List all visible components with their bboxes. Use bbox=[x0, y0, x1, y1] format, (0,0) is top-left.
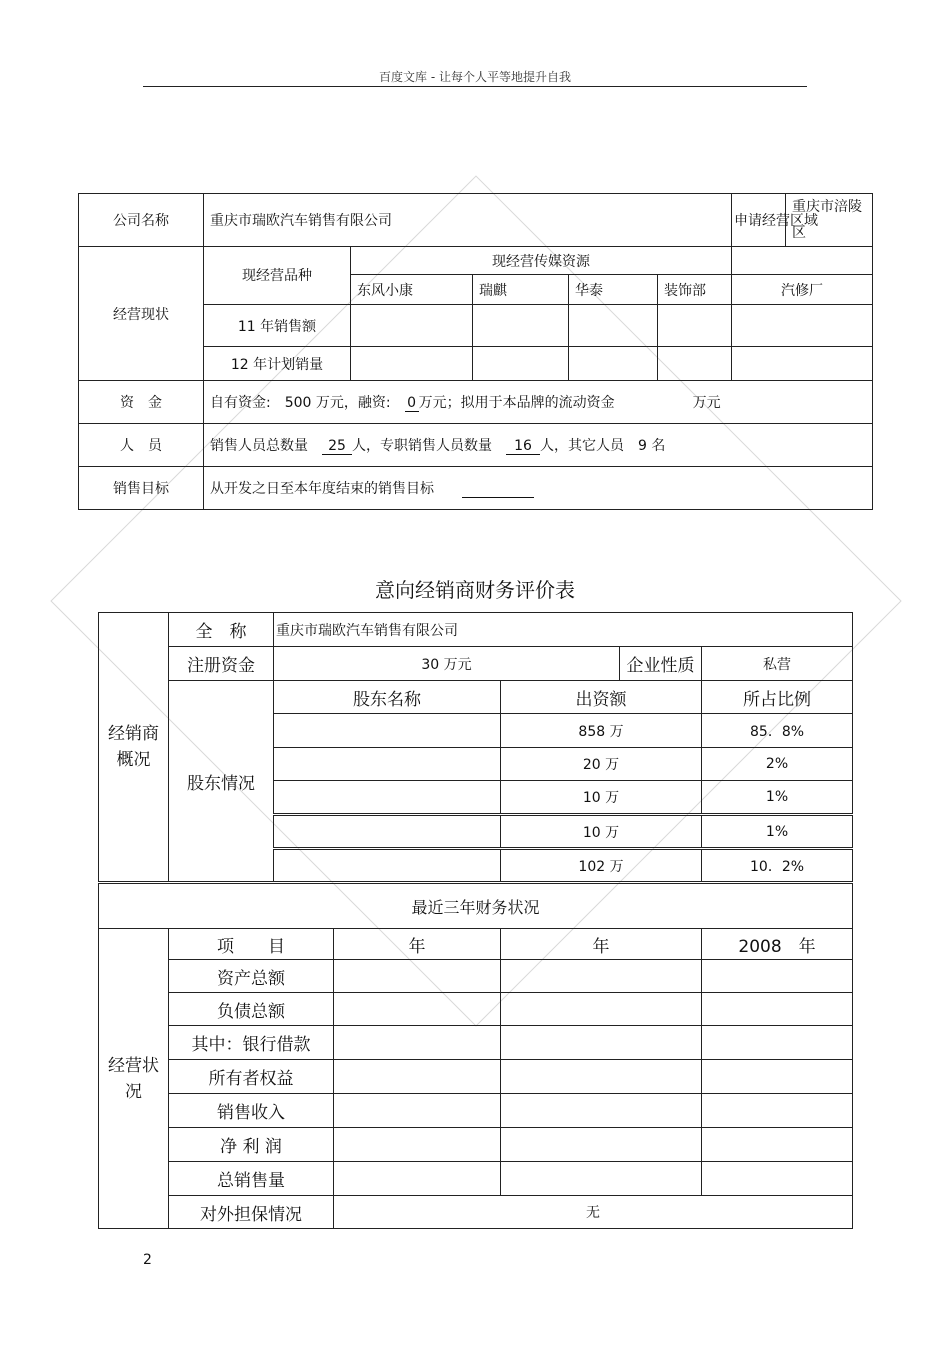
sh-ratio: 85．8% bbox=[702, 714, 853, 748]
company-name-value: 重庆市瑞欧汽车销售有限公司 bbox=[204, 194, 732, 247]
sales-11-cell bbox=[732, 305, 873, 347]
sh-amount: 102 万 bbox=[501, 849, 702, 883]
nature-value: 私营 bbox=[702, 647, 853, 681]
plan-12-cell bbox=[351, 347, 473, 381]
company-name-label: 公司名称 bbox=[79, 194, 204, 247]
funds-value bbox=[204, 381, 873, 424]
page-number: 2 bbox=[143, 1252, 152, 1268]
region-label: 申请经营区域 bbox=[732, 194, 786, 247]
item-cell bbox=[334, 993, 501, 1026]
item-cell bbox=[702, 1128, 853, 1162]
staff-text-b: 人，专职销售人员数量 bbox=[352, 438, 506, 454]
item-label: 所有者权益 bbox=[169, 1060, 334, 1094]
dealer-overview-label: 经销商概况 bbox=[99, 613, 169, 883]
sh-ratio: 1% bbox=[702, 815, 853, 849]
item-cell bbox=[501, 1026, 702, 1060]
staff-dedicated: 16 bbox=[506, 438, 540, 455]
plan-12-cell bbox=[569, 347, 658, 381]
sales-11-cell bbox=[473, 305, 569, 347]
item-cell bbox=[334, 1094, 501, 1128]
item-cell bbox=[334, 1162, 501, 1196]
target-text: 从开发之日至本年度结束的销售目标 bbox=[210, 481, 434, 497]
brand-5: 汽修厂 bbox=[732, 275, 873, 305]
funds-text-a: 自有资金: 500 万元，融资: bbox=[210, 395, 405, 411]
target-value bbox=[204, 467, 873, 510]
guarantee-label: 对外担保情况 bbox=[169, 1196, 334, 1229]
full-name-value: 重庆市瑞欧汽车销售有限公司 bbox=[274, 613, 853, 647]
guarantee-value: 无 bbox=[334, 1196, 853, 1229]
item-label: 其中：银行借款 bbox=[169, 1026, 334, 1060]
staff-text-a: 销售人员总数量 bbox=[210, 438, 322, 454]
media-label: 现经营传媒资源 bbox=[351, 247, 732, 275]
status-label: 经营现状 bbox=[79, 247, 204, 381]
sh-amount-header: 出资额 bbox=[501, 681, 702, 714]
staff-label: 人 员 bbox=[79, 424, 204, 467]
finance-table-title: 意向经销商财务评价表 bbox=[375, 578, 575, 602]
dealer-info-table bbox=[78, 193, 873, 510]
funds-text-b: 万元；拟用于本品牌的流动资金 bbox=[418, 395, 615, 411]
brand-3: 华泰 bbox=[569, 275, 658, 305]
sh-name bbox=[274, 781, 501, 815]
item-label: 净 利 润 bbox=[169, 1128, 334, 1162]
finance-eval-table bbox=[98, 612, 853, 1229]
region-value: 重庆市涪陵区 bbox=[786, 194, 873, 247]
staff-total: 25 bbox=[322, 438, 352, 455]
funds-text-c: 万元 bbox=[692, 395, 721, 411]
brand-2: 瑞麒 bbox=[473, 275, 569, 305]
item-cell bbox=[702, 960, 853, 993]
year-header-2: 年 bbox=[501, 929, 702, 960]
item-cell bbox=[501, 960, 702, 993]
item-label: 负债总额 bbox=[169, 993, 334, 1026]
year-header-1: 年 bbox=[334, 929, 501, 960]
shareholders-label: 股东情况 bbox=[169, 681, 274, 883]
item-header: 项 目 bbox=[169, 929, 334, 960]
sh-ratio: 10．2% bbox=[702, 849, 853, 883]
item-cell bbox=[501, 993, 702, 1026]
sh-amount: 20 万 bbox=[501, 748, 702, 781]
page-header: 百度文库 - 让每个人平等地提升自我 bbox=[379, 70, 571, 84]
sh-amount: 10 万 bbox=[501, 781, 702, 815]
staff-text-c: 人，其它人员 9 名 bbox=[540, 438, 666, 454]
item-cell bbox=[702, 1026, 853, 1060]
nature-label: 企业性质 bbox=[620, 647, 702, 681]
sh-amount: 10 万 bbox=[501, 815, 702, 849]
sh-name bbox=[274, 849, 501, 883]
reg-capital-value: 30 万元 bbox=[274, 647, 620, 681]
target-blank bbox=[462, 481, 534, 498]
sh-name bbox=[274, 714, 501, 748]
header-rule bbox=[143, 86, 807, 87]
sh-name bbox=[274, 815, 501, 849]
plan-12-cell bbox=[473, 347, 569, 381]
plan-12-cell bbox=[732, 347, 873, 381]
item-label: 资产总额 bbox=[169, 960, 334, 993]
sh-name bbox=[274, 748, 501, 781]
recent-finance-label: 最近三年财务状况 bbox=[99, 883, 853, 929]
current-brand-label: 现经营品种 bbox=[204, 247, 351, 305]
sh-ratio: 1% bbox=[702, 781, 853, 815]
item-cell bbox=[334, 1026, 501, 1060]
item-cell bbox=[702, 1060, 853, 1094]
item-cell bbox=[334, 1060, 501, 1094]
item-cell bbox=[501, 1060, 702, 1094]
brand-4: 装饰部 bbox=[658, 275, 732, 305]
sh-amount: 858 万 bbox=[501, 714, 702, 748]
item-cell bbox=[501, 1162, 702, 1196]
sales-11-label: 11 年销售额 bbox=[204, 305, 351, 347]
staff-value bbox=[204, 424, 873, 467]
sh-ratio: 2% bbox=[702, 748, 853, 781]
ops-label: 经营状况 bbox=[99, 929, 169, 1229]
sh-name-header: 股东名称 bbox=[274, 681, 501, 714]
item-label: 总销售量 bbox=[169, 1162, 334, 1196]
item-cell bbox=[501, 1128, 702, 1162]
full-name-label: 全 称 bbox=[169, 613, 274, 647]
sales-11-cell bbox=[351, 305, 473, 347]
target-label: 销售目标 bbox=[79, 467, 204, 510]
item-cell bbox=[702, 993, 853, 1026]
funds-financing: 0 bbox=[405, 395, 419, 412]
brand-1: 东风小康 bbox=[351, 275, 473, 305]
item-cell bbox=[501, 1094, 702, 1128]
sales-11-cell bbox=[569, 305, 658, 347]
item-cell bbox=[334, 1128, 501, 1162]
funds-label: 资 金 bbox=[79, 381, 204, 424]
media-empty-cell bbox=[732, 247, 873, 275]
plan-12-cell bbox=[658, 347, 732, 381]
reg-capital-label: 注册资金 bbox=[169, 647, 274, 681]
item-cell bbox=[702, 1094, 853, 1128]
sh-ratio-header: 所占比例 bbox=[702, 681, 853, 714]
item-cell bbox=[334, 960, 501, 993]
item-cell bbox=[702, 1162, 853, 1196]
sales-11-cell bbox=[658, 305, 732, 347]
year-header-3: 2008 年 bbox=[702, 929, 853, 960]
plan-12-label: 12 年计划销量 bbox=[204, 347, 351, 381]
item-label: 销售收入 bbox=[169, 1094, 334, 1128]
